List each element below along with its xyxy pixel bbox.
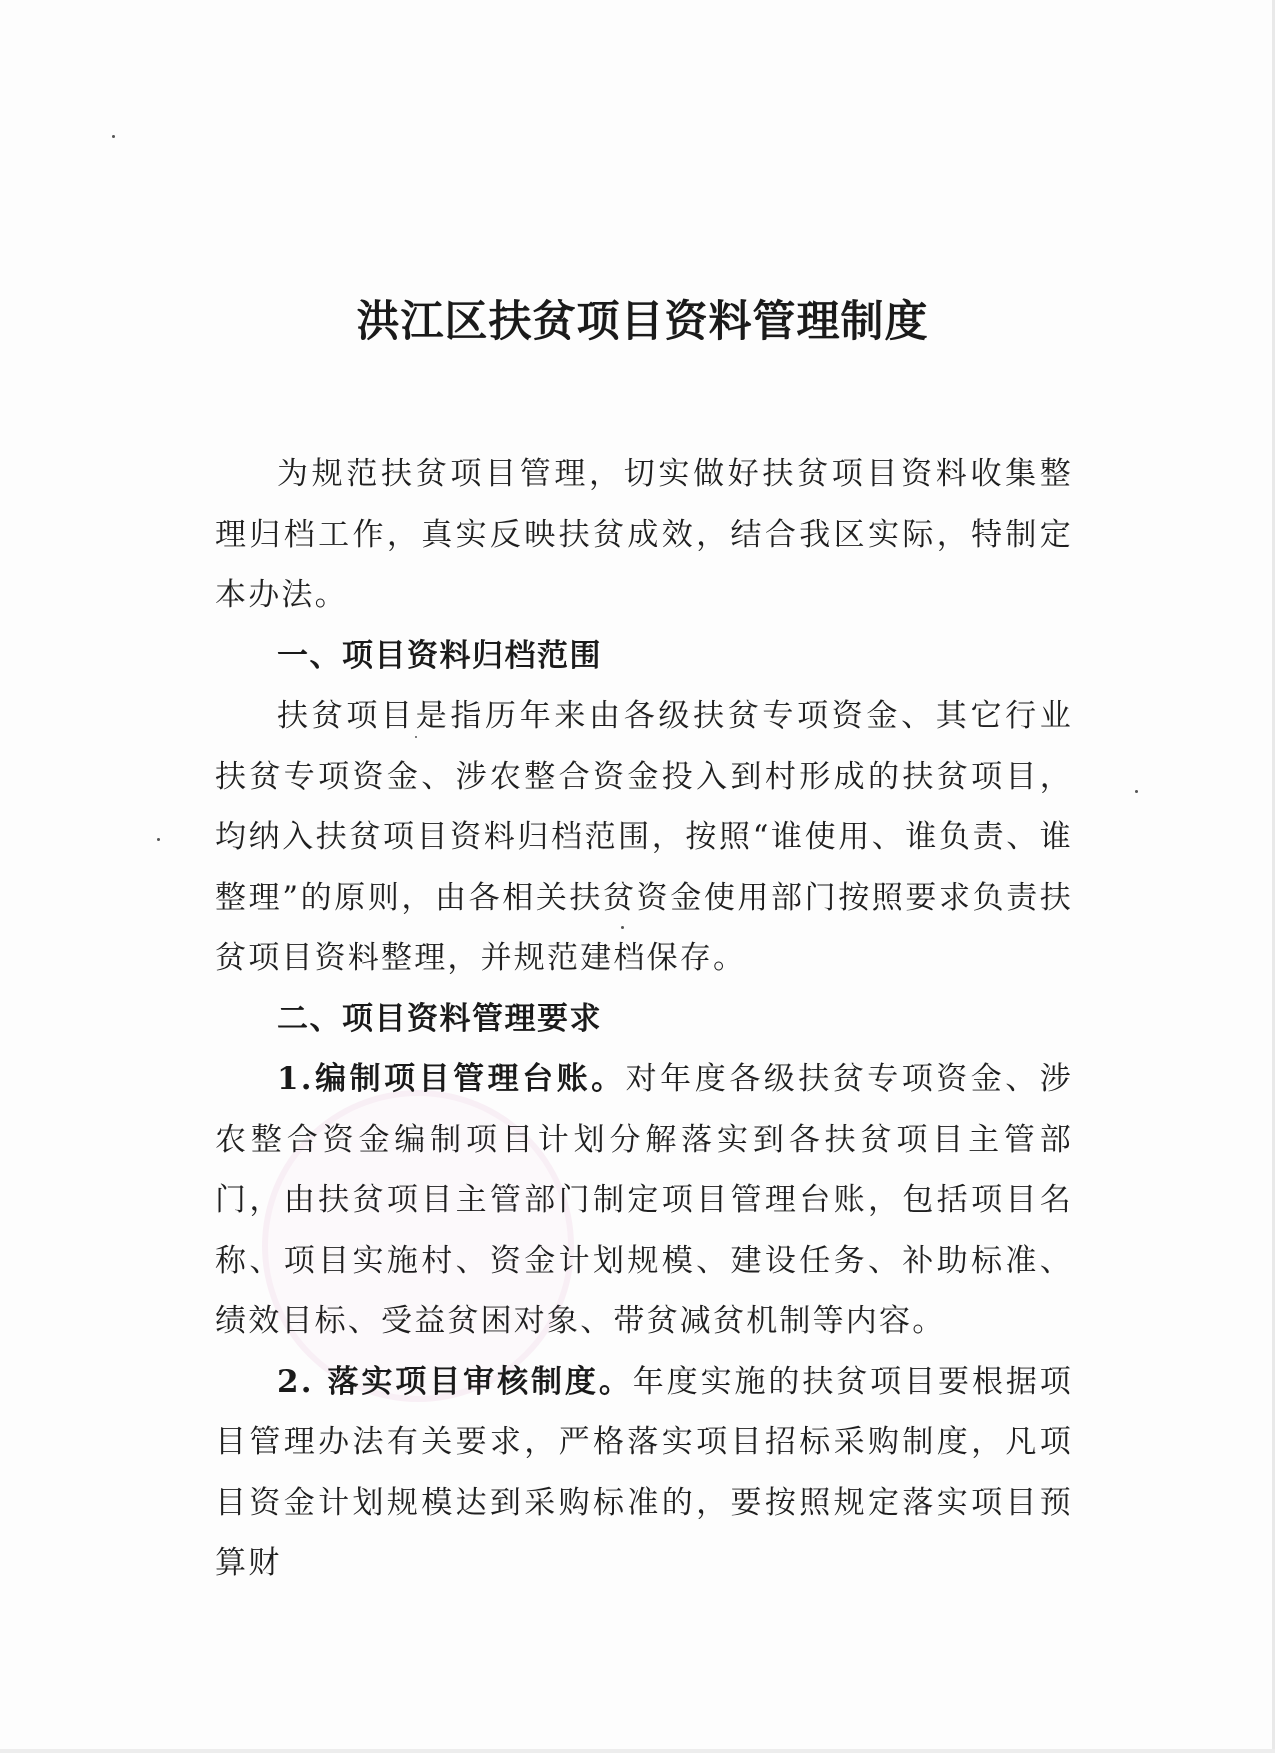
paragraph-text: 对年度各级扶贫专项资金、涉农整合资金编制项目计划分解落实到各扶贫项目主管部门，由扶贫项目主管部门制定项目管理台账，包括项目名称、项目实施村、资金计划规模、建设任务、补助标准、绩效目标、受益贫困对象、带贫减贫机制等内容。 bbox=[215, 1061, 1073, 1339]
section-paragraph bbox=[215, 1049, 1073, 1352]
scan-edge-bottom bbox=[0, 1749, 1275, 1753]
paragraph-lead: 2. 落实项目审核制度。 bbox=[277, 1363, 633, 1400]
paragraph-text: 年度实施的扶贫项目要根据项目管理办法有关要求，严格落实项目招标采购制度，凡项目资金计划规模达到采购标准的，要按照规定落实项目预算财 bbox=[215, 1363, 1073, 1581]
section-paragraph bbox=[215, 1352, 1073, 1594]
scan-speck bbox=[112, 135, 115, 138]
section-heading: 一、项目资料归档范围 bbox=[277, 637, 602, 674]
document-title: 洪江区扶贫项目资料管理制度 bbox=[356, 297, 929, 347]
scan-speck bbox=[1135, 790, 1138, 793]
scan-speck bbox=[157, 838, 160, 841]
document-body bbox=[215, 444, 1073, 1594]
section-heading: 二、项目资料管理要求 bbox=[277, 1000, 602, 1037]
intro-paragraph: 为规范扶贫项目管理，切实做好扶贫项目资料收集整理归档工作，真实反映扶贫成效，结合我区实际，特制定本办法。 bbox=[215, 456, 1073, 613]
paragraph-lead: 1.编制项目管理台账。 bbox=[277, 1061, 626, 1097]
section-paragraph: 扶贫项目是指历年来由各级扶贫专项资金、其它行业扶贫专项资金、涉农整合资金投入到村形成的扶贫项目，均纳入扶贫项目资料归档范围，按照“谁使用、谁负责、谁整理”的原则，由各相关扶贫资金使用部门按照要求负责扶贫项目资料整理，并规范建档保存。 bbox=[215, 698, 1073, 976]
